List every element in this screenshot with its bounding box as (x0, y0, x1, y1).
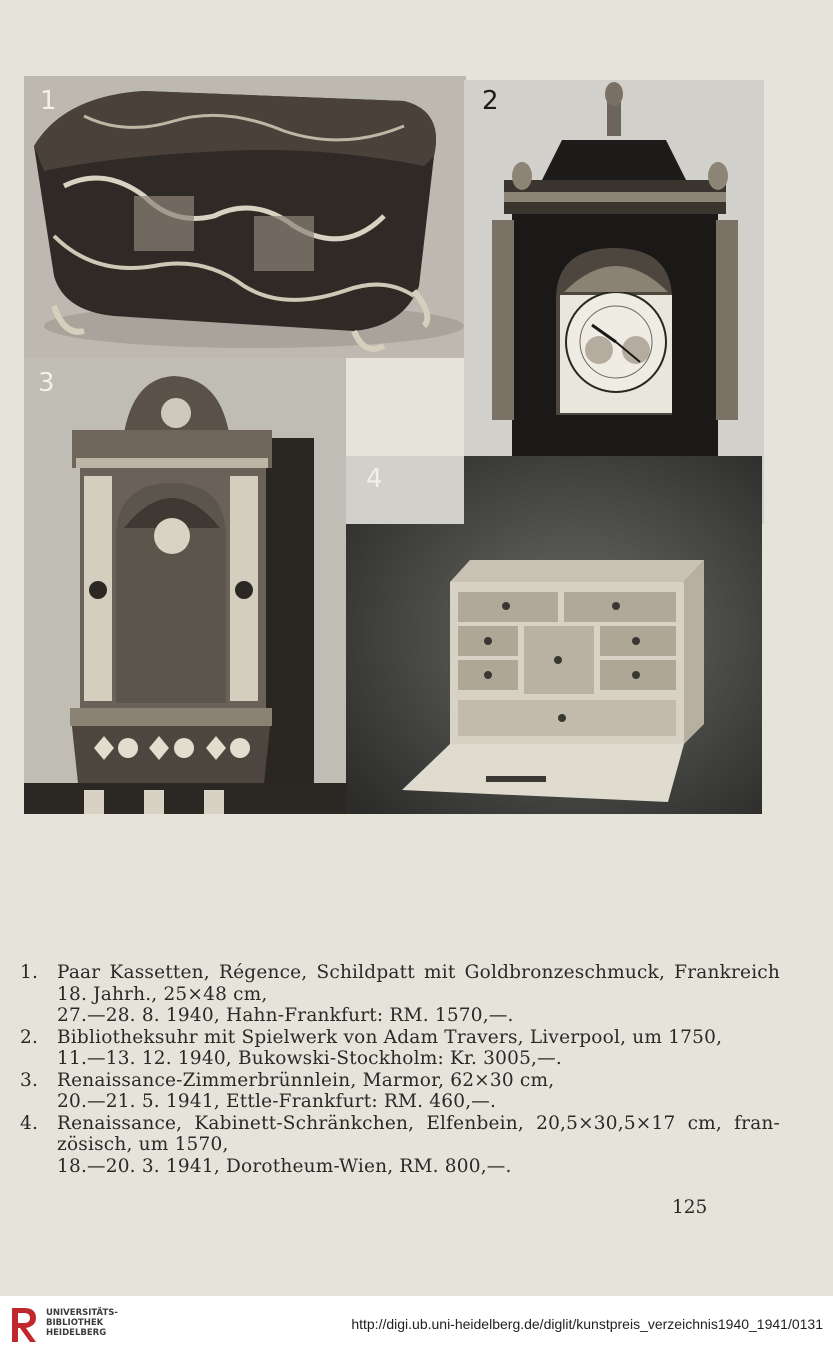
page-number: 125 (672, 1197, 708, 1218)
fountain-illustration (24, 358, 346, 814)
caption-item-4 (20, 1113, 780, 1178)
photo-kassette (24, 76, 466, 358)
caption-item-2 (20, 1027, 780, 1070)
caption-list (20, 962, 780, 1177)
caption-number: 1. (20, 962, 39, 983)
caption-line: 20.—21. 5. 1941, Ettle-Frankfurt: RM. 460,—. (57, 1091, 497, 1112)
figure-number-4: 4 (366, 464, 383, 494)
caption-line: Renaissance-Zimmerbrünnlein, Marmor, 62×30 cm, (57, 1069, 555, 1091)
figure-number-2: 2 (482, 86, 499, 116)
caption-item-3 (20, 1070, 780, 1113)
caption-line: zösisch, um 1570, (57, 1134, 229, 1155)
caption-line: 11.—13. 12. 1940, Bukowski-Stockholm: Kr. 3005,—. (57, 1048, 562, 1069)
caption-line: 18.—20. 3. 1941, Dorotheum-Wien, RM. 800,—. (57, 1155, 512, 1177)
kassette-illustration (24, 76, 466, 358)
caption-line: Bibliotheksuhr mit Spielwerk von Adam Travers, Liverpool, um 1750, (57, 1026, 723, 1048)
caption-line: Paar Kassetten, Régence, Schildpatt mit Goldbronzeschmuck, Frankreich (57, 962, 780, 983)
figure-number-1: 1 (40, 86, 57, 116)
caption-line: Renaissance, Kabinett-Schränkchen, Elfenbein, 20,5×30,5×17 cm, fran- (57, 1112, 780, 1134)
caption-number: 3. (20, 1069, 39, 1091)
source-url-link[interactable]: http://digi.ub.uni-heidelberg.de/diglit/kunstpreis_verzeichnis1940_1941/0131 (351, 1316, 823, 1332)
photo-kabinett-schraenkchen (346, 456, 762, 814)
library-name: UNIVERSITÄTS- BIBLIOTHEK HEIDELBERG (46, 1308, 118, 1338)
caption-item-1 (20, 962, 780, 1027)
caption-line: 18. Jahrh., 25×48 cm, (57, 983, 268, 1005)
university-library-logo-icon (10, 1304, 38, 1346)
caption-number: 2. (20, 1026, 39, 1048)
footer-bar (0, 1296, 833, 1356)
figure-number-3: 3 (38, 368, 55, 398)
caption-number: 4. (20, 1112, 39, 1134)
photo-zimmerbruennlein (24, 358, 346, 814)
caption-line: 27.—28. 8. 1940, Hahn-Frankfurt: RM. 1570,—. (57, 1005, 514, 1026)
cabinet-illustration (346, 456, 762, 814)
